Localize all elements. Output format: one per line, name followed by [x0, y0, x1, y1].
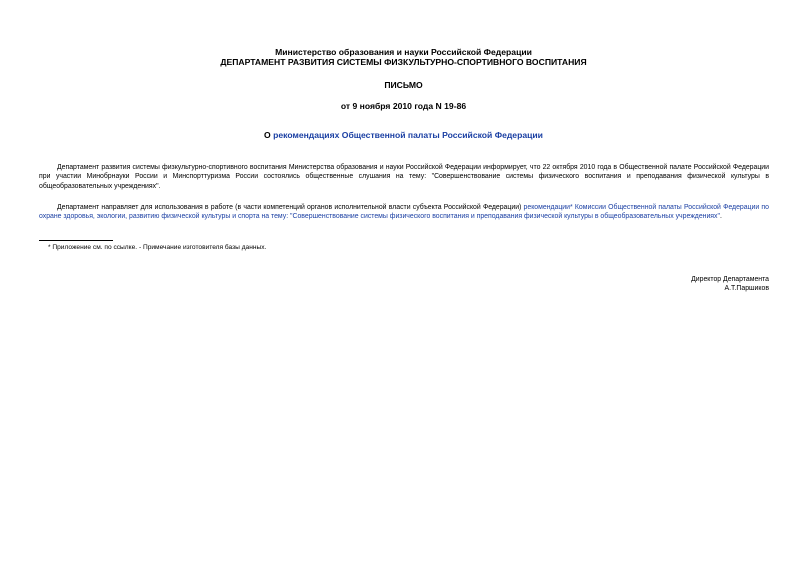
document-type: ПИСЬМО [384, 80, 423, 90]
ministry-name: Министерство образования и науки Российской Федерации [275, 47, 532, 57]
paragraph-2-start: Департамент направляет для использования в работе (в части компетенций органов исполнительной власти субъекта Российской Федерации) [57, 204, 524, 211]
subject-prefix: О [264, 130, 274, 140]
paragraph-2-end: . [719, 213, 722, 221]
document-date-number: от 9 ноября 2010 года N 19-86 [340, 101, 467, 111]
recommendations-link[interactable]: рекомендации* Комиссии Общественной палаты Российской Федерации по охране здоровья, экологии, развитию физической культуры и спорта на тему: "Совершенствование системы физического воспитания и преподавания физической культуры в общеобразовательных учреждениях" [39, 204, 769, 221]
footnote-text: * Приложение см. по ссылке. - Примечание изготовителя базы данных. [48, 244, 267, 251]
body-paragraph-2 [39, 203, 769, 222]
signature-title: Директор Департамента [691, 276, 769, 283]
footnote-divider [39, 240, 113, 241]
subject-link[interactable]: рекомендациях Общественной палаты Российской Федерации [273, 130, 543, 140]
department-name: ДЕПАРТАМЕНТ РАЗВИТИЯ СИСТЕМЫ ФИЗКУЛЬТУРНО-СПОРТИВНОГО ВОСПИТАНИЯ [220, 57, 587, 67]
signature-name: А.Т.Паршиков [724, 285, 769, 292]
document-subject [0, 130, 807, 140]
body-paragraph-1: Департамент развития системы физкультурно-спортивного воспитания Министерства образования и науки Российской Федерации информирует, что 22 октября 2010 года в Общественной палате Российской Федерации при участии Минобрнауки России и Минспорттуризма России состоялись общественные слушания на тему: "Совершенствование системы физического воспитания и преподавания физической культуры в общеобразовательных учреждениях". [39, 164, 769, 190]
